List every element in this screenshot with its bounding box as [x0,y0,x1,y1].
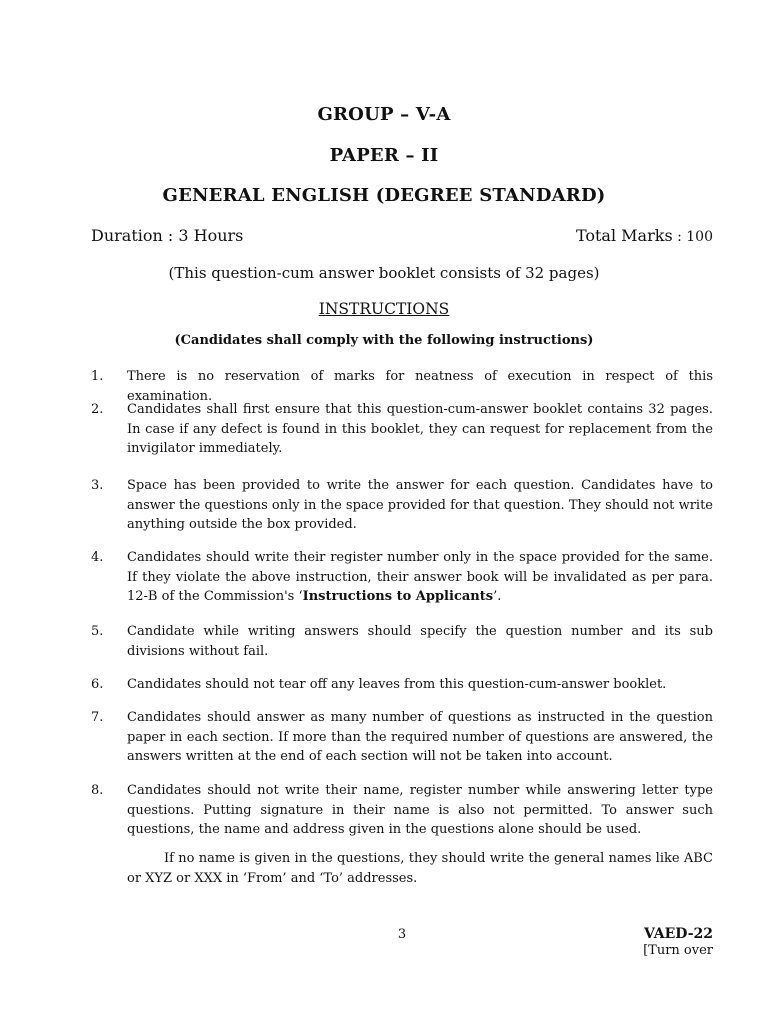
names-note-paragraph: If no name is given in the questions, they should write the general names like ABC or XYZ or XXX in ‘From’ and ‘To’ addresses. [127,851,713,886]
instruction-number: 5. [91,624,104,639]
booklet-note: (This question-cum answer booklet consists of 32 pages) [168,264,600,282]
instruction-text-before: Candidates should write their register number only in the space provided for the same. If they violate the above instruction, their answer book will be invalidated as per para. 12-B of the Commission's ‘ [127,550,713,604]
instruction-item [91,548,713,607]
instruction-text: Space has been provided to write the answer for each question. Candidates have to answer the questions only in the space provided for that question. They should not write anything outside the box provided. [127,478,713,532]
instruction-item [91,400,713,459]
total-marks [576,226,713,245]
paper-title: PAPER – II [329,145,439,166]
instruction-text: Candidates should answer as many number of questions as instructed in the question paper in each section. If more than the required number of questions are answered, the answers written at the end of each section will not be taken into account. [127,710,713,764]
duration-label: Duration [91,226,163,245]
instruction-item [91,476,713,535]
instruction-number: 1. [91,369,104,384]
instruction-item [91,622,713,661]
page-number: 3 [397,927,407,942]
instruction-number: 6. [91,677,104,692]
instruction-text: Candidates shall first ensure that this question-cum-answer booklet contains 32 pages. In case if any defect is found in this booklet, they can request for replacement from the invigilator immediately. [127,402,713,456]
comply-note: (Candidates shall comply with the following instructions) [174,333,594,348]
duration-value: : 3 Hours [162,226,244,245]
paper-code: VAED-22 [643,926,713,942]
instruction-number: 2. [91,402,104,417]
duration [91,226,243,245]
instruction-text: There is no reservation of marks for neatness of execution in respect of this examination. [127,369,713,404]
instruction-number: 3. [91,478,104,493]
instruction-text: Candidates should not write their name, register number while answering letter type questions. Putting signature in their name is also not permitted. To answer such questions, the name and address given in the questions alone should be used. [127,783,713,837]
instruction-text-after: ’. [493,589,502,604]
instruction-text: Candidate while writing answers should specify the question number and its sub divisions without fail. [127,624,713,659]
instruction-item [91,675,713,695]
marks-value: : 100 [672,229,713,245]
turn-over-note: [Turn over [643,943,713,958]
instructions-heading: INSTRUCTIONS [318,300,450,318]
instruction-number: 7. [91,710,104,725]
instruction-text [127,548,713,607]
instruction-number: 8. [91,783,104,798]
subject-title: GENERAL ENGLISH (DEGREE STANDARD) [162,185,606,206]
instruction-item [91,781,713,840]
instruction-number: 4. [91,550,104,565]
group-title: GROUP – V-A [317,104,451,125]
instruction-text: Candidates should not tear off any leaves from this question-cum-answer booklet. [127,677,667,692]
marks-label: Total Marks [575,226,673,245]
instruction-item [91,708,713,767]
instructions-to-applicants-ref: Instructions to Applicants [302,589,494,604]
